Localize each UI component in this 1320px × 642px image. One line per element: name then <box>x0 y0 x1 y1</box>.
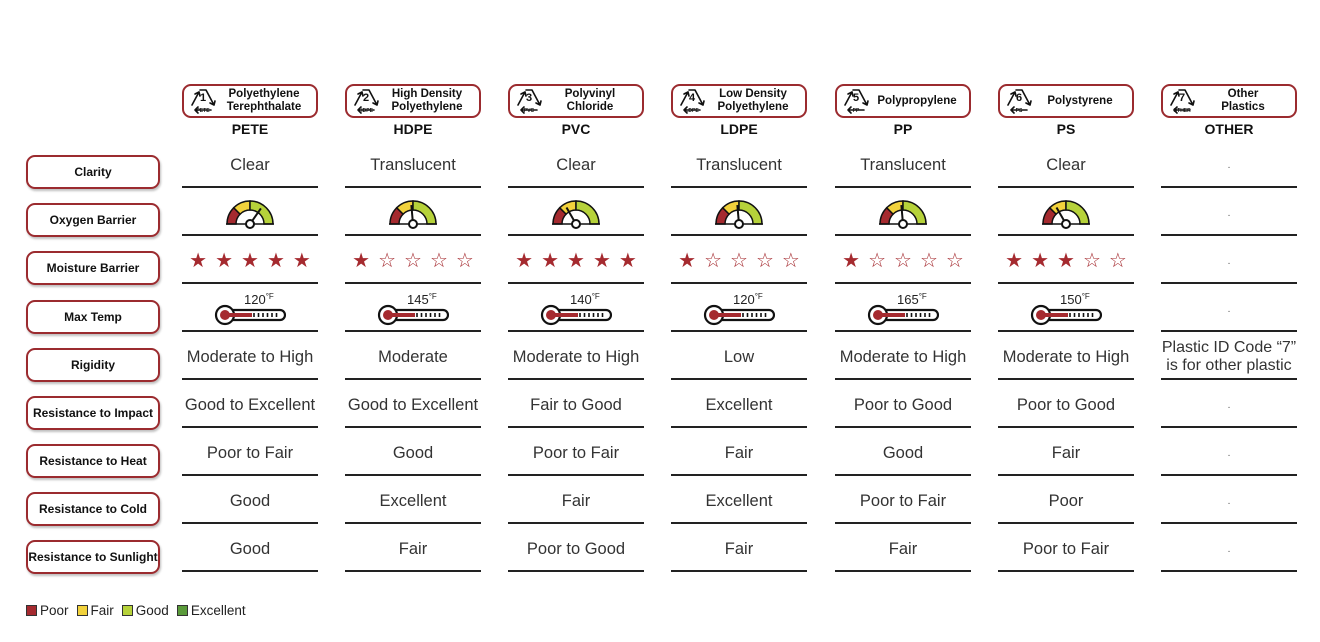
cold-resistance-cell-value: Poor to Fair <box>859 491 947 510</box>
max-temp-unit: °F <box>1081 292 1090 301</box>
impact-resistance-cell-value: Excellent <box>705 395 773 414</box>
plastic-name-line2: Polyethylene <box>391 101 463 113</box>
max-temp-number: 120 <box>733 292 755 307</box>
star-filled-icon: ★ <box>515 250 534 272</box>
sunlight-resistance-cell-value: Poor to Good <box>526 539 626 558</box>
cold-resistance-cell <box>1161 480 1297 524</box>
star-filled-icon: ★ <box>541 250 560 272</box>
moisture-barrier-cell <box>508 240 644 284</box>
rigidity-cell-value: Moderate to High <box>1002 347 1130 366</box>
cold-resistance-cell-value: . <box>1227 495 1231 507</box>
max-temp-number: 145 <box>407 292 429 307</box>
row-label-resistance-to-impact: Resistance to Impact <box>26 396 160 430</box>
legend-label: Excellent <box>190 603 246 618</box>
rigidity-cell-value: Moderate to High <box>186 347 314 366</box>
plastic-name-line1: Polypropylene <box>877 94 957 107</box>
max-temp-value <box>570 292 600 307</box>
sunlight-resistance-cell-value: . <box>1227 543 1231 555</box>
oxygen-barrier-cell <box>182 192 318 236</box>
sunlight-resistance-cell <box>998 528 1134 572</box>
plastic-name <box>218 88 310 114</box>
impact-resistance-cell-value: Good to Excellent <box>347 395 479 414</box>
cold-resistance-cell-value: Good <box>229 491 271 510</box>
moisture-barrier-cell <box>998 240 1134 284</box>
plastic-badge <box>345 84 481 118</box>
plastic-name-line1: High Density <box>391 88 463 100</box>
resin-code-number: 4 <box>688 92 696 104</box>
legend-item-excellent <box>177 603 246 618</box>
cold-resistance-cell-value: Fair <box>561 491 591 510</box>
resin-code-number: 3 <box>525 92 533 104</box>
star-empty-icon: ☆ <box>704 250 723 272</box>
max-temp-indicator <box>703 292 775 327</box>
resin-code-number: 1 <box>199 92 207 104</box>
plastic-header-hdpe <box>345 84 481 137</box>
cold-resistance-cell <box>345 480 481 524</box>
sunlight-resistance-cell-value: Good <box>229 539 271 558</box>
oxygen-barrier-cell <box>508 192 644 236</box>
resin-code-abbr: PVC <box>523 108 535 114</box>
star-empty-icon: ☆ <box>781 250 800 272</box>
max-temp-unit: °F <box>918 292 927 301</box>
star-empty-icon: ☆ <box>404 250 422 272</box>
cold-resistance-cell <box>671 480 807 524</box>
heat-resistance-cell <box>1161 432 1297 476</box>
legend-swatch-good <box>122 605 133 616</box>
max-temp-cell <box>508 288 644 332</box>
star-filled-icon: ★ <box>292 250 311 272</box>
legend-swatch-fair <box>77 605 88 616</box>
star-empty-icon: ☆ <box>894 250 912 272</box>
clarity-cell <box>345 144 481 188</box>
moisture-star-rating <box>352 251 474 271</box>
legend-item-good <box>122 603 169 618</box>
max-temp-cell <box>182 288 318 332</box>
plastic-name <box>1197 88 1289 114</box>
oxygen-barrier-cell <box>1161 192 1297 236</box>
rigidity-cell-value: Plastic ID Code “7” is for other plastic <box>1161 339 1297 374</box>
max-temp-cell <box>835 288 971 332</box>
rigidity-cell <box>835 336 971 380</box>
cold-resistance-cell <box>182 480 318 524</box>
sunlight-resistance-cell <box>671 528 807 572</box>
moisture-star-rating <box>1005 251 1127 271</box>
clarity-cell-value: Translucent <box>370 155 456 174</box>
clarity-cell <box>998 144 1134 188</box>
plastic-name-line1: Polyethylene <box>228 88 300 100</box>
oxygen-barrier-gauge-icon <box>387 196 439 230</box>
row-label-resistance-to-cold: Resistance to Cold <box>26 492 160 526</box>
moisture-star-rating <box>678 251 800 271</box>
star-filled-icon: ★ <box>189 250 208 272</box>
max-temp-value <box>733 292 763 307</box>
cold-resistance-cell <box>835 480 971 524</box>
moisture-barrier-cell <box>1161 240 1297 284</box>
impact-resistance-cell <box>998 384 1134 428</box>
plastic-name-line1: Polystyrene <box>1047 94 1113 107</box>
impact-resistance-cell-value: . <box>1227 399 1231 411</box>
recycle-symbol-icon <box>841 86 871 116</box>
rigidity-cell <box>671 336 807 380</box>
plastic-code: OTHER <box>1204 121 1254 137</box>
sunlight-resistance-cell <box>508 528 644 572</box>
cold-resistance-cell <box>508 480 644 524</box>
sunlight-resistance-cell-value: Poor to Fair <box>1022 539 1110 558</box>
plastic-badge <box>508 84 644 118</box>
resin-code-abbr: LDPE <box>685 108 699 114</box>
star-empty-icon: ☆ <box>730 250 748 272</box>
max-temp-value <box>897 292 927 307</box>
star-filled-icon: ★ <box>618 250 637 272</box>
legend <box>26 603 250 618</box>
star-filled-icon: ★ <box>678 250 697 272</box>
oxygen-barrier-cell <box>671 192 807 236</box>
max-temp-indicator <box>214 292 286 327</box>
heat-resistance-cell-value: Good <box>882 443 924 462</box>
rigidity-cell <box>508 336 644 380</box>
resin-code-abbr: PETE <box>196 108 210 114</box>
legend-item-poor <box>26 603 69 618</box>
heat-resistance-cell-value: Good <box>392 443 434 462</box>
max-temp-number: 120 <box>244 292 266 307</box>
max-temp-unit: °F <box>591 292 600 301</box>
legend-item-fair <box>77 603 114 618</box>
rigidity-cell-value: Low <box>723 347 755 366</box>
rigidity-cell-value: Moderate to High <box>839 347 967 366</box>
heat-resistance-cell <box>998 432 1134 476</box>
plastic-badge <box>998 84 1134 118</box>
rigidity-cell <box>345 336 481 380</box>
resin-code-number: 2 <box>362 92 370 104</box>
clarity-cell-value: Translucent <box>696 155 782 174</box>
plastic-header-other <box>1161 84 1297 137</box>
cold-resistance-cell <box>998 480 1134 524</box>
clarity-cell <box>1161 144 1297 188</box>
star-empty-icon: ☆ <box>919 250 938 272</box>
clarity-cell <box>835 144 971 188</box>
clarity-cell-value: Clear <box>1046 155 1086 174</box>
rigidity-cell-value: Moderate <box>378 347 448 366</box>
rigidity-cell <box>998 336 1134 380</box>
impact-resistance-cell-value: Poor to Good <box>853 395 953 414</box>
star-filled-icon: ★ <box>352 250 371 272</box>
plastic-header-pvc <box>508 84 644 137</box>
plastic-code: PP <box>893 121 913 137</box>
max-temp-unit: °F <box>265 292 274 301</box>
max-temp-value <box>407 292 437 307</box>
oxygen-barrier-cell <box>835 192 971 236</box>
clarity-cell <box>508 144 644 188</box>
star-empty-icon: ☆ <box>429 250 448 272</box>
moisture-star-rating <box>842 251 964 271</box>
clarity-cell-value: . <box>1227 159 1231 171</box>
moisture-barrier-cell <box>671 240 807 284</box>
recycle-symbol-icon <box>1004 86 1034 116</box>
cold-resistance-cell-value: Excellent <box>705 491 773 510</box>
rigidity-cell-value: Moderate to High <box>512 347 640 366</box>
resin-code-abbr: HDPE <box>359 108 373 114</box>
rigidity-cell <box>1161 336 1297 380</box>
sunlight-resistance-cell <box>345 528 481 572</box>
impact-resistance-cell <box>1161 384 1297 428</box>
plastic-name-line2: Polyethylene <box>717 101 789 113</box>
max-temp-cell <box>998 288 1134 332</box>
heat-resistance-cell-value: Fair <box>724 443 754 462</box>
star-filled-icon: ★ <box>1005 250 1024 272</box>
legend-label: Poor <box>40 603 69 618</box>
star-filled-icon: ★ <box>215 250 234 272</box>
star-filled-icon: ★ <box>842 250 861 272</box>
max-temp-cell <box>1161 288 1297 332</box>
recycle-symbol-icon <box>514 86 544 116</box>
heat-resistance-cell <box>835 432 971 476</box>
plastic-name <box>381 88 473 114</box>
moisture-barrier-value: . <box>1227 255 1231 267</box>
star-empty-icon: ☆ <box>755 250 774 272</box>
resin-code-abbr: PP <box>852 108 860 114</box>
max-temp-number: 165 <box>897 292 919 307</box>
sunlight-resistance-cell <box>1161 528 1297 572</box>
clarity-cell-value: Translucent <box>860 155 946 174</box>
star-filled-icon: ★ <box>1031 250 1050 272</box>
legend-swatch-excellent <box>177 605 188 616</box>
star-filled-icon: ★ <box>241 250 259 272</box>
plastic-name-line2: Plastics <box>1221 101 1265 113</box>
plastic-header-pp <box>835 84 971 137</box>
oxygen-barrier-gauge-icon <box>550 196 602 230</box>
clarity-cell-value: Clear <box>556 155 596 174</box>
plastic-name <box>544 88 636 114</box>
clarity-cell-value: Clear <box>230 155 270 174</box>
row-label-moisture-barrier: Moisture Barrier <box>26 251 160 285</box>
impact-resistance-cell <box>671 384 807 428</box>
cold-resistance-cell-value: Excellent <box>379 491 447 510</box>
max-temp-value <box>1060 292 1090 307</box>
star-empty-icon: ☆ <box>455 250 474 272</box>
row-label-max-temp: Max Temp <box>26 300 160 334</box>
resin-code-number: 7 <box>1178 92 1186 104</box>
impact-resistance-cell-value: Poor to Good <box>1016 395 1116 414</box>
heat-resistance-cell <box>345 432 481 476</box>
max-temp-unit: °F <box>428 292 437 301</box>
max-temp-indicator <box>377 292 449 327</box>
clarity-cell <box>182 144 318 188</box>
oxygen-barrier-cell <box>345 192 481 236</box>
sunlight-resistance-cell-value: Fair <box>888 539 918 558</box>
plastic-name <box>871 95 963 108</box>
oxygen-barrier-gauge-icon <box>1040 196 1092 230</box>
max-temp-number: 150 <box>1060 292 1082 307</box>
heat-resistance-cell <box>508 432 644 476</box>
recycle-symbol-icon <box>188 86 218 116</box>
row-label-oxygen-barrier: Oxygen Barrier <box>26 203 160 237</box>
resin-code-abbr: PS <box>1015 108 1023 114</box>
resin-code-number: 6 <box>1015 92 1023 104</box>
star-filled-icon: ★ <box>1057 250 1075 272</box>
recycle-symbol-icon <box>677 86 707 116</box>
heat-resistance-cell <box>182 432 318 476</box>
recycle-symbol-icon <box>1167 86 1197 116</box>
clarity-cell <box>671 144 807 188</box>
max-temp-indicator <box>540 292 612 327</box>
sunlight-resistance-cell-value: Fair <box>724 539 754 558</box>
oxygen-barrier-gauge-icon <box>713 196 765 230</box>
plastic-badge <box>1161 84 1297 118</box>
max-temp-unit: °F <box>754 292 763 301</box>
max-temp-value: . <box>1227 303 1231 315</box>
cold-resistance-cell-value: Poor <box>1048 491 1084 510</box>
impact-resistance-cell-value: Fair to Good <box>530 395 622 414</box>
oxygen-barrier-value: . <box>1227 207 1231 219</box>
star-empty-icon: ☆ <box>945 250 964 272</box>
plastic-code: PVC <box>561 121 591 137</box>
moisture-barrier-cell <box>345 240 481 284</box>
plastic-header-ps <box>998 84 1134 137</box>
impact-resistance-cell <box>508 384 644 428</box>
impact-resistance-cell <box>345 384 481 428</box>
plastic-name <box>1034 95 1126 108</box>
plastic-code: HDPE <box>393 121 433 137</box>
max-temp-value <box>244 292 274 307</box>
legend-label: Fair <box>90 603 114 618</box>
heat-resistance-cell-value: . <box>1227 447 1231 459</box>
plastic-badge <box>671 84 807 118</box>
star-filled-icon: ★ <box>567 250 585 272</box>
heat-resistance-cell-value: Poor to Fair <box>532 443 620 462</box>
plastic-name-line1: Other <box>1227 88 1259 100</box>
plastic-name-line2: Chloride <box>566 101 614 113</box>
impact-resistance-cell-value: Good to Excellent <box>184 395 316 414</box>
recycle-symbol-icon <box>351 86 381 116</box>
sunlight-resistance-cell <box>835 528 971 572</box>
plastic-badge <box>182 84 318 118</box>
heat-resistance-cell-value: Fair <box>1051 443 1081 462</box>
star-filled-icon: ★ <box>592 250 611 272</box>
row-label-resistance-to-heat: Resistance to Heat <box>26 444 160 478</box>
sunlight-resistance-cell <box>182 528 318 572</box>
plastic-header-pete <box>182 84 318 137</box>
row-label-resistance-to-sunlight: Resistance to Sunlight <box>26 540 160 574</box>
star-empty-icon: ☆ <box>1082 250 1101 272</box>
plastic-name-line2: Terephthalate <box>226 101 302 113</box>
plastic-name-line1: Low Density <box>719 88 787 100</box>
rigidity-cell <box>182 336 318 380</box>
resin-code-number: 5 <box>852 92 860 104</box>
plastic-badge <box>835 84 971 118</box>
legend-swatch-poor <box>26 605 37 616</box>
sunlight-resistance-cell-value: Fair <box>398 539 428 558</box>
max-temp-cell <box>671 288 807 332</box>
plastic-name <box>707 88 799 114</box>
row-label-clarity: Clarity <box>26 155 160 189</box>
moisture-star-rating <box>515 251 637 271</box>
plastic-name-line1: Polyvinyl <box>564 88 616 100</box>
star-empty-icon: ☆ <box>868 250 887 272</box>
max-temp-indicator <box>1030 292 1102 327</box>
legend-label: Good <box>135 603 169 618</box>
impact-resistance-cell <box>182 384 318 428</box>
star-empty-icon: ☆ <box>1108 250 1127 272</box>
max-temp-indicator <box>867 292 939 327</box>
max-temp-number: 140 <box>570 292 592 307</box>
plastic-header-ldpe <box>671 84 807 137</box>
plastic-code: LDPE <box>720 121 758 137</box>
row-label-rigidity: Rigidity <box>26 348 160 382</box>
max-temp-cell <box>345 288 481 332</box>
moisture-barrier-cell <box>182 240 318 284</box>
oxygen-barrier-gauge-icon <box>877 196 929 230</box>
plastic-code: PS <box>1056 121 1076 137</box>
resin-code-abbr: OTHER <box>1173 108 1191 114</box>
star-empty-icon: ☆ <box>378 250 397 272</box>
heat-resistance-cell <box>671 432 807 476</box>
oxygen-barrier-gauge-icon <box>224 196 276 230</box>
oxygen-barrier-cell <box>998 192 1134 236</box>
plastic-code: PETE <box>231 121 269 137</box>
star-filled-icon: ★ <box>266 250 285 272</box>
moisture-barrier-cell <box>835 240 971 284</box>
impact-resistance-cell <box>835 384 971 428</box>
heat-resistance-cell-value: Poor to Fair <box>206 443 294 462</box>
moisture-star-rating <box>189 251 311 271</box>
